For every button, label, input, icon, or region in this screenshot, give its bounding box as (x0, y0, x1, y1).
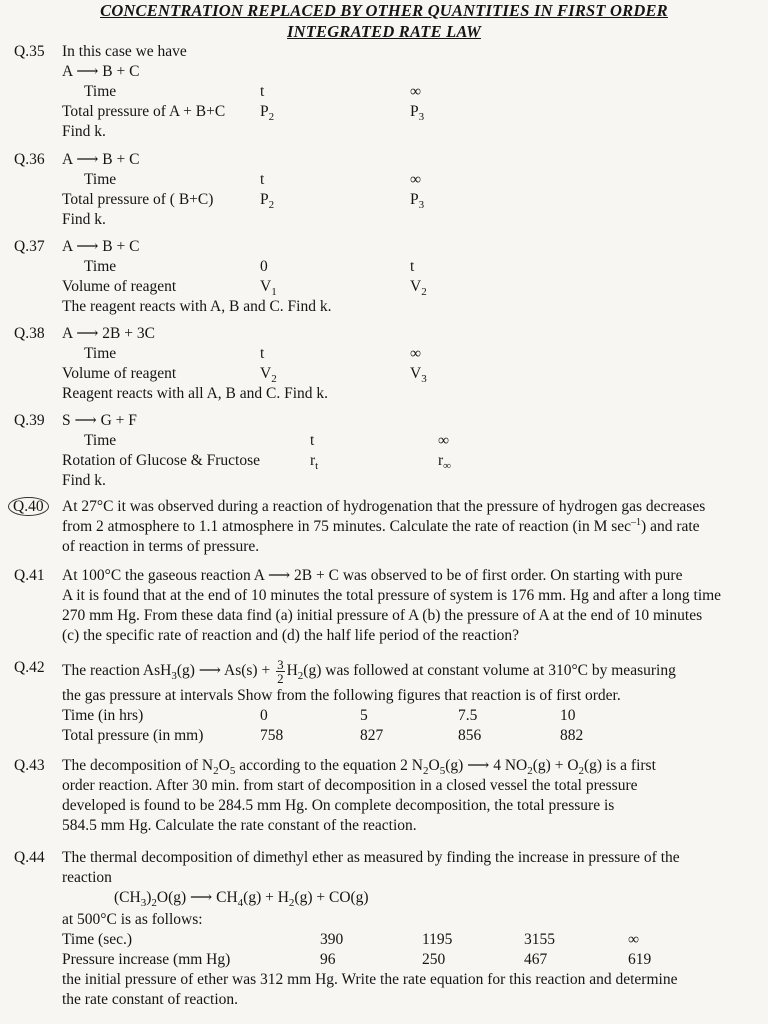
time-t: t (410, 258, 415, 275)
reaction-statement: The reaction AsH$_3$(g) ⟶ As(s) + $\frac{3}{2}$ $H_2(g)$ was followed at constant volume at 310°C by measuring (62, 657, 676, 686)
question-text-line: the gas pressure at intervals Show from the following figures that reaction is of first order. (62, 687, 621, 704)
time-label: Time (84, 258, 117, 275)
question-ask: Find k. (62, 123, 106, 140)
question-number: Q.35 (14, 43, 45, 60)
row-label: Volume of reagent (62, 278, 177, 295)
time-value: 3155 (524, 931, 555, 948)
time-value: ∞ (628, 931, 640, 948)
volume-at-t: $V_2$ (410, 278, 427, 298)
volume-at-t: $V_2$ (260, 365, 277, 385)
pressure-value: 882 (560, 727, 584, 744)
time-value: 390 (320, 931, 344, 948)
question-number: Q.43 (14, 757, 45, 774)
rotation-at-infinity: $r_\infty$ (438, 452, 452, 472)
question-text-line: the initial pressure of ether was 312 mm Hg. Write the rate equation for this reaction and determine (62, 971, 678, 988)
time-t: t (260, 345, 265, 362)
pressure-at-t: $P_2$ (260, 191, 275, 211)
volume-at-infinity: $V_3$ (410, 365, 427, 385)
time-value: 0 (260, 707, 268, 724)
title-line-1: CONCENTRATION REPLACED BY OTHER QUANTITIES IN FIRST ORDER (100, 1, 668, 20)
question-text-line: of reaction in terms of pressure. (62, 538, 260, 555)
time-value: 10 (560, 707, 576, 724)
time-row (62, 930, 742, 950)
volume-at-zero: $V_1$ (260, 278, 277, 298)
question-text-line: At 27°C it was observed during a reaction of hydrogenation that the pressure of hydrogen gas decreases (62, 498, 706, 515)
time-label: Time (84, 432, 117, 449)
row-label: Total pressure of ( B+C) (62, 191, 214, 208)
reaction-equation: A ⟶ B + C (62, 151, 140, 168)
time-t: t (260, 171, 265, 188)
pressure-at-infinity: $P_3$ (410, 103, 425, 123)
page-title (0, 0, 768, 42)
time-zero: 0 (260, 258, 268, 275)
question-number: Q.44 (14, 849, 45, 866)
question-note: The reagent reacts with A, B and C. Find k. (62, 298, 332, 315)
question-number: Q.41 (14, 567, 45, 584)
time-infinity: ∞ (410, 345, 422, 362)
question-text-line: reaction (62, 869, 112, 886)
question-text-line: The decomposition of $N_2O_5$ according to the equation 2 $N_2O_5(g)$ ⟶ 4 $NO_2(g) + O_2(g)$ is a first (62, 757, 656, 777)
question-text-line: at 500°C is as follows: (62, 911, 203, 928)
row-label: Volume of reagent (62, 365, 177, 382)
pressure-value: 758 (260, 727, 284, 744)
question-ask: Find k. (62, 472, 106, 489)
question-ask: Find k. (62, 211, 106, 228)
pressure-at-t: $P_2$ (260, 103, 275, 123)
pressure-label: Total pressure (in mm) (62, 727, 204, 744)
question-text-line: The thermal decomposition of dimethyl ether as measured by finding the increase in pressure of the (62, 849, 680, 866)
question-text-line: A it is found that at the end of 10 minutes the total pressure of system is 176 mm. Hg and after a long time (62, 587, 722, 604)
pressure-value: 250 (422, 951, 446, 968)
question-text-line: the rate constant of reaction. (62, 991, 239, 1008)
time-label: Time (sec.) (62, 931, 133, 948)
time-row (62, 706, 742, 726)
question-text-line: (c) the specific rate of reaction and (d) the half life period of the reaction? (62, 627, 520, 644)
time-label: Time (84, 83, 117, 100)
row-label: Rotation of Glucose & Fructose (62, 452, 261, 469)
question-number: Q.36 (14, 151, 45, 168)
question-number: Q.39 (14, 412, 45, 429)
question-number: Q.37 (14, 238, 45, 255)
reaction-equation: A ⟶ B + C (62, 63, 140, 80)
question-text-line: order reaction. After 30 min. from start of decomposition in a closed vessel the total pressure (62, 777, 638, 794)
question-text-line: developed is found to be 284.5 mm Hg. On complete decomposition, the total pressure is (62, 797, 615, 814)
reaction-equation: A ⟶ B + C (62, 238, 140, 255)
time-label: Time (84, 171, 117, 188)
row-label: Total pressure of A + B+C (62, 103, 226, 120)
question-text-line: At 100°C the gaseous reaction A ⟶ 2B + C was observed to be of first order. On starting with pure (62, 567, 683, 584)
time-t: t (310, 432, 315, 449)
time-value: 1195 (422, 931, 453, 948)
pressure-value: 96 (320, 951, 336, 968)
question-text-line: 270 mm Hg. From these data find (a) initial pressure of A (b) the pressure of A at the end of 10 minutes (62, 607, 703, 624)
pressure-value: 467 (524, 951, 548, 968)
question-number: Q.42 (14, 659, 45, 676)
reaction-equation: $(CH_3)_2O(g)$ ⟶ $CH_4(g) + H_2(g) + CO(g)$ (114, 889, 369, 909)
pressure-value: 827 (360, 727, 384, 744)
time-infinity: ∞ (438, 432, 450, 449)
pressure-at-infinity: $P_3$ (410, 191, 425, 211)
rotation-at-t: $r_t$ (310, 452, 319, 472)
question-number: Q.38 (14, 325, 45, 342)
fraction-three-halves: $\frac{3}{2}$ (277, 657, 284, 686)
time-label: Time (84, 345, 117, 362)
question-intro: In this case we have (62, 43, 187, 60)
pressure-value: 619 (628, 951, 652, 968)
question-note: Reagent reacts with all A, B and C. Find k. (62, 385, 329, 402)
reaction-equation: A ⟶ 2B + 3C (62, 325, 155, 342)
pressure-row (62, 950, 742, 970)
time-label: Time (in hrs) (62, 707, 144, 724)
question-number-circled: Q.40 (14, 497, 49, 517)
time-infinity: ∞ (410, 171, 422, 188)
pressure-row (62, 726, 742, 746)
time-value: 7.5 (458, 707, 478, 724)
time-infinity: ∞ (410, 83, 422, 100)
title-line-2: INTEGRATED RATE LAW (287, 22, 481, 41)
time-t: t (260, 83, 265, 100)
reaction-equation: S ⟶ G + F (62, 412, 137, 429)
question-text-line: from 2 atmosphere to 1.1 atmosphere in 75 minutes. Calculate the rate of reaction (in M $\sec^{-1}$) and rate (62, 517, 700, 535)
pressure-label: Pressure increase (mm Hg) (62, 951, 231, 968)
pressure-value: 856 (458, 727, 482, 744)
time-value: 5 (360, 707, 368, 724)
question-text-line: 584.5 mm Hg. Calculate the rate constant of the reaction. (62, 817, 417, 834)
